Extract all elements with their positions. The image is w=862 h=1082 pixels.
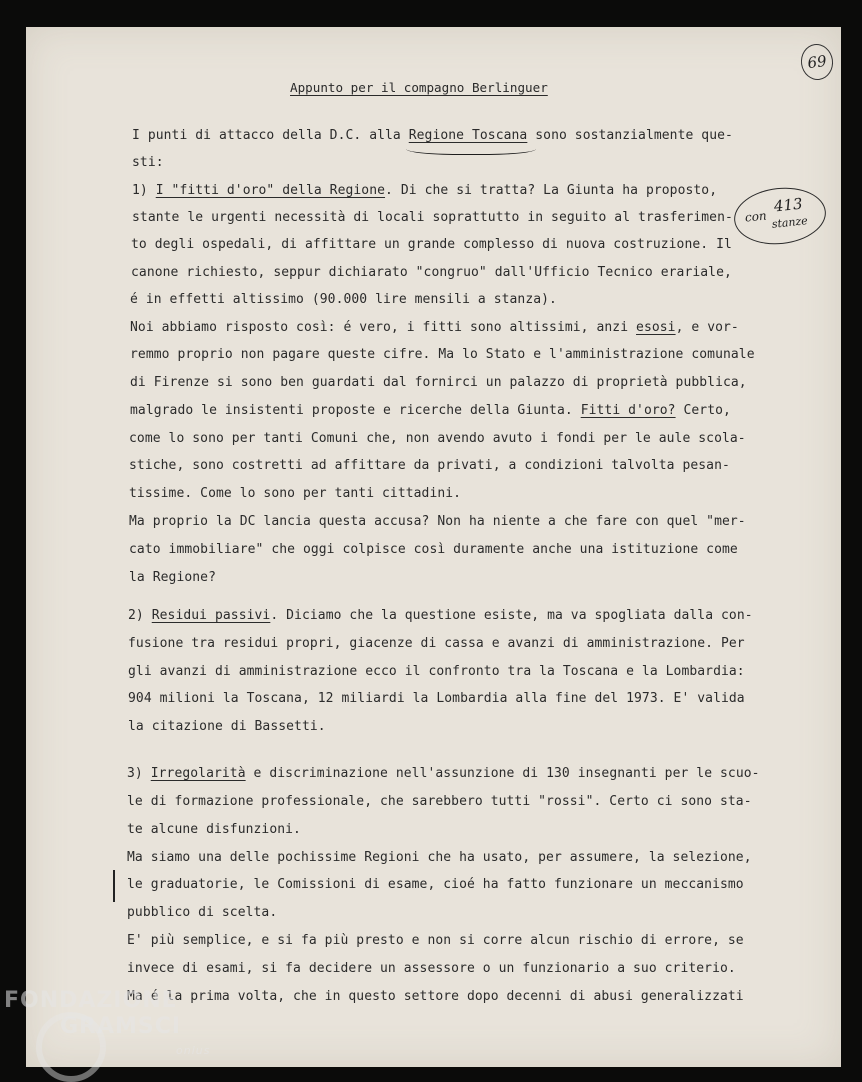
text-line: 1) I "fitti d'oro" della Regione. Di che si tratta? La Giunta ha proposto, xyxy=(132,183,718,198)
watermark-line2: GRAMSCI xyxy=(60,1014,182,1039)
text-line: tissime. Come lo sono per tanti cittadini. xyxy=(129,486,462,501)
underlined-phrase: Residui passivi xyxy=(151,608,271,623)
text-line: Ma proprio la DC lancia questa accusa? Non ha niente a che fare con quel "mer- xyxy=(129,514,746,529)
text-line: la citazione di Bassetti. xyxy=(128,719,326,734)
margin-mark xyxy=(113,870,115,902)
text-line: é in effetti altissimo (90.000 lire mensili a stanza). xyxy=(130,292,557,307)
text-line: Ma é la prima volta, che in questo settore dopo decenni di abusi generalizzati xyxy=(127,989,744,1004)
text-line: 3) Irregolarità e discriminazione nell'assunzione di 130 insegnanti per le scuo- xyxy=(127,766,760,781)
watermark-line3: onlus xyxy=(176,1044,211,1057)
margin-note-line2: 413 xyxy=(773,194,804,216)
underlined-phrase: I "fitti d'oro" della Regione xyxy=(155,183,386,198)
text-line: canone richiesto, seppur dichiarato "congruo" dall'Ufficio Tecnico erariale, xyxy=(131,265,732,280)
text-line: sti: xyxy=(132,155,164,170)
text-line: malgrado le insistenti proposte e ricerche della Giunta. Fitti d'oro? Certo, xyxy=(130,403,731,418)
text-line: te alcune disfunzioni. xyxy=(127,822,301,837)
text-line: di Firenze si sono ben guardati dal fornirci un palazzo di proprietà pubblica, xyxy=(130,375,747,390)
text-line: gli avanzi di amministrazione ecco il confronto tra la Toscana e la Lombardia: xyxy=(128,664,745,679)
text-line: le di formazione professionale, che sarebbero tutti "rossi". Certo ci sono sta- xyxy=(127,794,752,809)
text-line: come lo sono per tanti Comuni che, non avendo avuto i fondi per le aule scola- xyxy=(129,431,746,446)
text-line: stiche, sono costretti ad affittare da privati, a condizioni talvolta pesan- xyxy=(129,458,730,473)
underlined-phrase: Regione Toscana xyxy=(408,128,528,143)
text-line: la Regione? xyxy=(129,570,216,585)
watermark-line1: FONDAZIONE xyxy=(4,988,178,1013)
text-line: invece di esami, si fa decidere un assessore o un funzionario a suo criterio. xyxy=(127,961,736,976)
text-line: to degli ospedali, di affittare un grande complesso di nuova costruzione. Il xyxy=(131,237,732,252)
text-line: Noi abbiamo risposto così: é vero, i fitti sono altissimi, anzi esosi, e vor- xyxy=(130,320,739,335)
page-number-stamp: 69 xyxy=(799,42,836,82)
text-line: le graduatorie, le Comissioni di esame, cioé ha fatto funzionare un meccanismo xyxy=(127,877,744,892)
text-line: cato immobiliare" che oggi colpisce così duramente anche una istituzione come xyxy=(129,542,738,557)
text-line: I punti di attacco della D.C. alla Regione Toscana sono sostanzialmente que- xyxy=(132,128,733,143)
page-title: Appunto per il compagno Berlinguer xyxy=(290,80,548,95)
archive-watermark xyxy=(4,988,178,1013)
margin-note-line1: con xyxy=(744,208,768,225)
underlined-phrase: esosi xyxy=(636,320,676,335)
text-line: E' più semplice, e si fa più presto e non si corre alcun rischio di errore, se xyxy=(127,933,744,948)
text-line: pubblico di scelta. xyxy=(127,905,278,920)
text-line: 904 milioni la Toscana, 12 miliardi la Lombardia alla fine del 1973. E' valida xyxy=(128,691,745,706)
underlined-phrase: Fitti d'oro? xyxy=(580,403,676,418)
underlined-phrase: Irregolarità xyxy=(150,766,246,781)
text-line: remmo proprio non pagare queste cifre. Ma lo Stato e l'amministrazione comunale xyxy=(130,347,755,362)
margin-note-line3: stanze xyxy=(771,214,809,231)
text-line: 2) Residui passivi. Diciamo che la questione esiste, ma va spogliata dalla con- xyxy=(128,608,753,623)
text-line: Ma siamo una delle pochissime Regioni che ha usato, per assumere, la selezione, xyxy=(127,850,752,865)
text-line: fusione tra residui propri, giacenze di cassa e avanzi di amministrazione. Per xyxy=(128,636,745,651)
text-line: stante le urgenti necessità di locali soprattutto in seguito al trasferimen- xyxy=(132,210,733,225)
